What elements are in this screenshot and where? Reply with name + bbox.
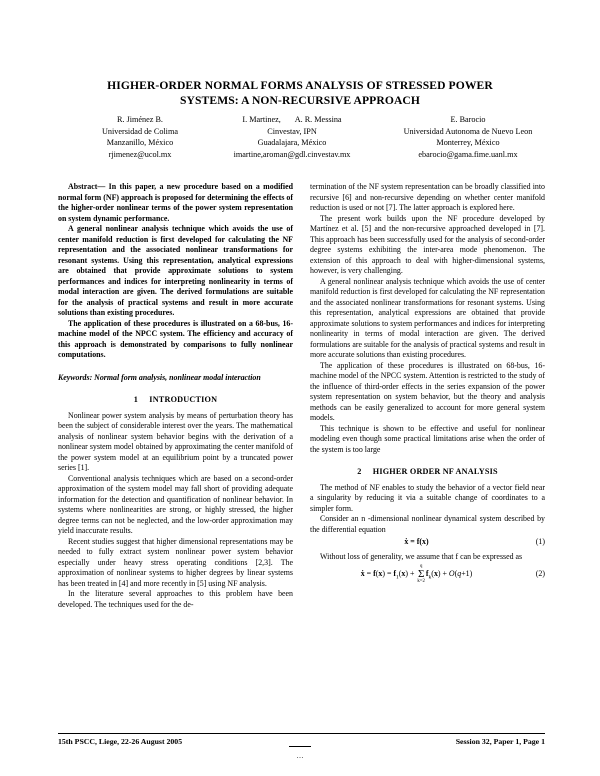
author-location: Guadalajara, México xyxy=(257,138,327,147)
equation-2-number: (2) xyxy=(535,568,545,578)
body-paragraph: Without loss of generality, we assume that f can be expressed as xyxy=(320,551,523,561)
abstract-paragraph: Abstract— In this paper, a new procedure based on a modified normal form (NF) approach is proposed for determining the effects of the higher-order nonlinear terms of the power system representation on system dynamic performance. xyxy=(58,182,293,223)
section-heading-introduction: 1 INTRODUCTION xyxy=(133,395,218,404)
body-paragraph: In the literature several approaches to this problem have been developed. The techniques used for the de- xyxy=(58,589,293,609)
body-paragraph: The present work builds upon the NF procedure developed by Martínez et al. [5] and the non-recursive approached developed in [7]. This approach has been successfully used for the analysis of second-order degree systems exhibiting the inter-area mode phenomenon. The extension of this approach to deal with higher-dimensional systems, however, is very challenging. xyxy=(310,213,545,275)
left-column xyxy=(58,182,293,610)
abstract-paragraph: A general nonlinear analysis technique which avoids the use of center manifold reduction is first developed for calculating the NF representation and the associated nonlinear transformations for resonant systems. Using this representation, analytical expressions are obtained that provide approximate solutions to system performances and indices for interpreting nonlinearity in terms of modal interaction are given. The derived formulations are suitable for the analysis of practical systems and result in more accurate solutions than existing procedures. xyxy=(58,224,293,317)
author-location: Manzanillo, México xyxy=(106,138,174,147)
author-email: imartine,aroman@gdl.cinvestav.mx xyxy=(233,149,351,159)
body-paragraph: The method of NF enables to study the behavior of a vector field near a singularity by reducing it via a suitable change of coordinates to a simpler form. xyxy=(310,482,545,513)
equation-1-number: (1) xyxy=(535,537,545,546)
keywords: Keywords: Normal form analysis, nonlinear modal interaction xyxy=(58,372,261,382)
body-paragraph: termination of the NF system representation can be broadly classified into recursive [6] and non-recursive depending on whether center manifold reduction is used or not [7]. The latter approach is explored here. xyxy=(310,182,545,212)
section-heading-nf-analysis: 2 HIGHER ORDER NF ANALYSIS xyxy=(357,467,498,476)
body-paragraph: The application of these procedures is illustrated on 68-bus, 16-machine model of the NPCC system. Attention is restricted to the study of the influence of third-order effects in the series expansion of the power system representation on system behavior, but the theory and analysis methods can be easily generalized to account for more general system models. xyxy=(310,360,545,422)
author-block-2 xyxy=(212,114,372,160)
body-paragraph: A general nonlinear analysis technique which avoids the use of center manifold reduction is first developed for calculating the NF representation and the associated nonlinear transformations for resonant systems. Using this representation, analytical expressions are obtained that provide approximate solutions to system performances and indices for interpreting nonlinearity in terms of modal interaction are given. The derived formulations are suitable for the analysis of practical systems and result in more accurate solutions than existing procedures. xyxy=(310,276,545,359)
equation-1 xyxy=(310,537,545,548)
body-paragraph: This technique is shown to be effective and useful for nonlinear modeling even though some practical limitations arise when the order of the system is too large xyxy=(310,423,545,454)
page-mark: … xyxy=(296,752,304,760)
summation-symbol: q Σ k=2 xyxy=(417,564,425,584)
abstract-paragraph: The application of these procedures is illustrated on a 68-bus, 16-machine model of the NPCC system. The efficiency and accuracy of this approach is demonstrated by comparisons to fully nonlinear computations. xyxy=(58,318,293,359)
footer-page-info: Session 32, Paper 1, Page 1 xyxy=(455,737,545,746)
body-paragraph: Nonlinear power system analysis by means of perturbation theory has been the subject of considerable interest over the years. The mathematical analysis of nonlinear system behavior begins with the derivation of a nonlinear system model obtained by approximating the center manifold of the power system model at an equilibrium point by a truncated power series [1]. xyxy=(58,410,293,472)
equation-2-expression: ẋ = $f(x) = f_1(x)$ + q Σ k=2 $f_k(x) + O(q+1)$ xyxy=(360,564,473,584)
author-affiliation: Universidad de Colima xyxy=(102,126,178,136)
author-email: rjimenez@ucol.mx xyxy=(108,149,172,159)
body-paragraph: Consider an n -dimensional nonlinear dynamical system described by the differential equation xyxy=(310,514,545,534)
paper-title xyxy=(40,78,560,108)
author-email: ebarocio@gama.fime.uanl.mx xyxy=(418,149,518,159)
author-location: Monterrey, México xyxy=(436,138,500,147)
equation-1-expression: ẋ = f(x) xyxy=(404,537,429,546)
author-affiliation: Universidad Autonoma de Nuevo Leon xyxy=(403,126,533,136)
author-block-3 xyxy=(393,114,543,160)
equation-2 xyxy=(310,564,545,584)
author-name: I. Martinez, A. R. Messina xyxy=(242,115,342,124)
footer-divider xyxy=(58,733,545,734)
right-column xyxy=(310,182,545,588)
author-block-1 xyxy=(90,114,190,160)
body-paragraph: Recent studies suggest that higher dimensional representations may be needed to fully extract system nonlinear power system behavior especially under heavy stress operating conditions [2,3]. The approximation of nonlinear systems to higher degrees by linear systems has been treated in [4] and more recently in [5] using NF analysis. xyxy=(58,536,293,588)
body-paragraph: Conventional analysis techniques which are based on a second-order approximation of the system model may fall short of providing adequate information for the detection and quantification of nonlinear behavior. In systems where nonlinearities are strong, or highly stressed, the higher degree terms can not be neglected, and the low-order approximation may yield inaccurate results. xyxy=(58,473,293,535)
page-mark-rule xyxy=(289,746,311,747)
author-name: E. Barocio xyxy=(450,115,486,124)
title-line-1: HIGHER-ORDER NORMAL FORMS ANALYSIS OF STRESSED POWER xyxy=(107,79,493,92)
author-affiliation: Cinvestav, IPN xyxy=(267,126,317,136)
footer-conference: 15th PSCC, Liege, 22-26 August 2005 xyxy=(58,737,183,746)
title-line-2: SYSTEMS: A NON-RECURSIVE APPROACH xyxy=(179,94,421,107)
author-name: R. Jiménez B. xyxy=(117,115,163,124)
